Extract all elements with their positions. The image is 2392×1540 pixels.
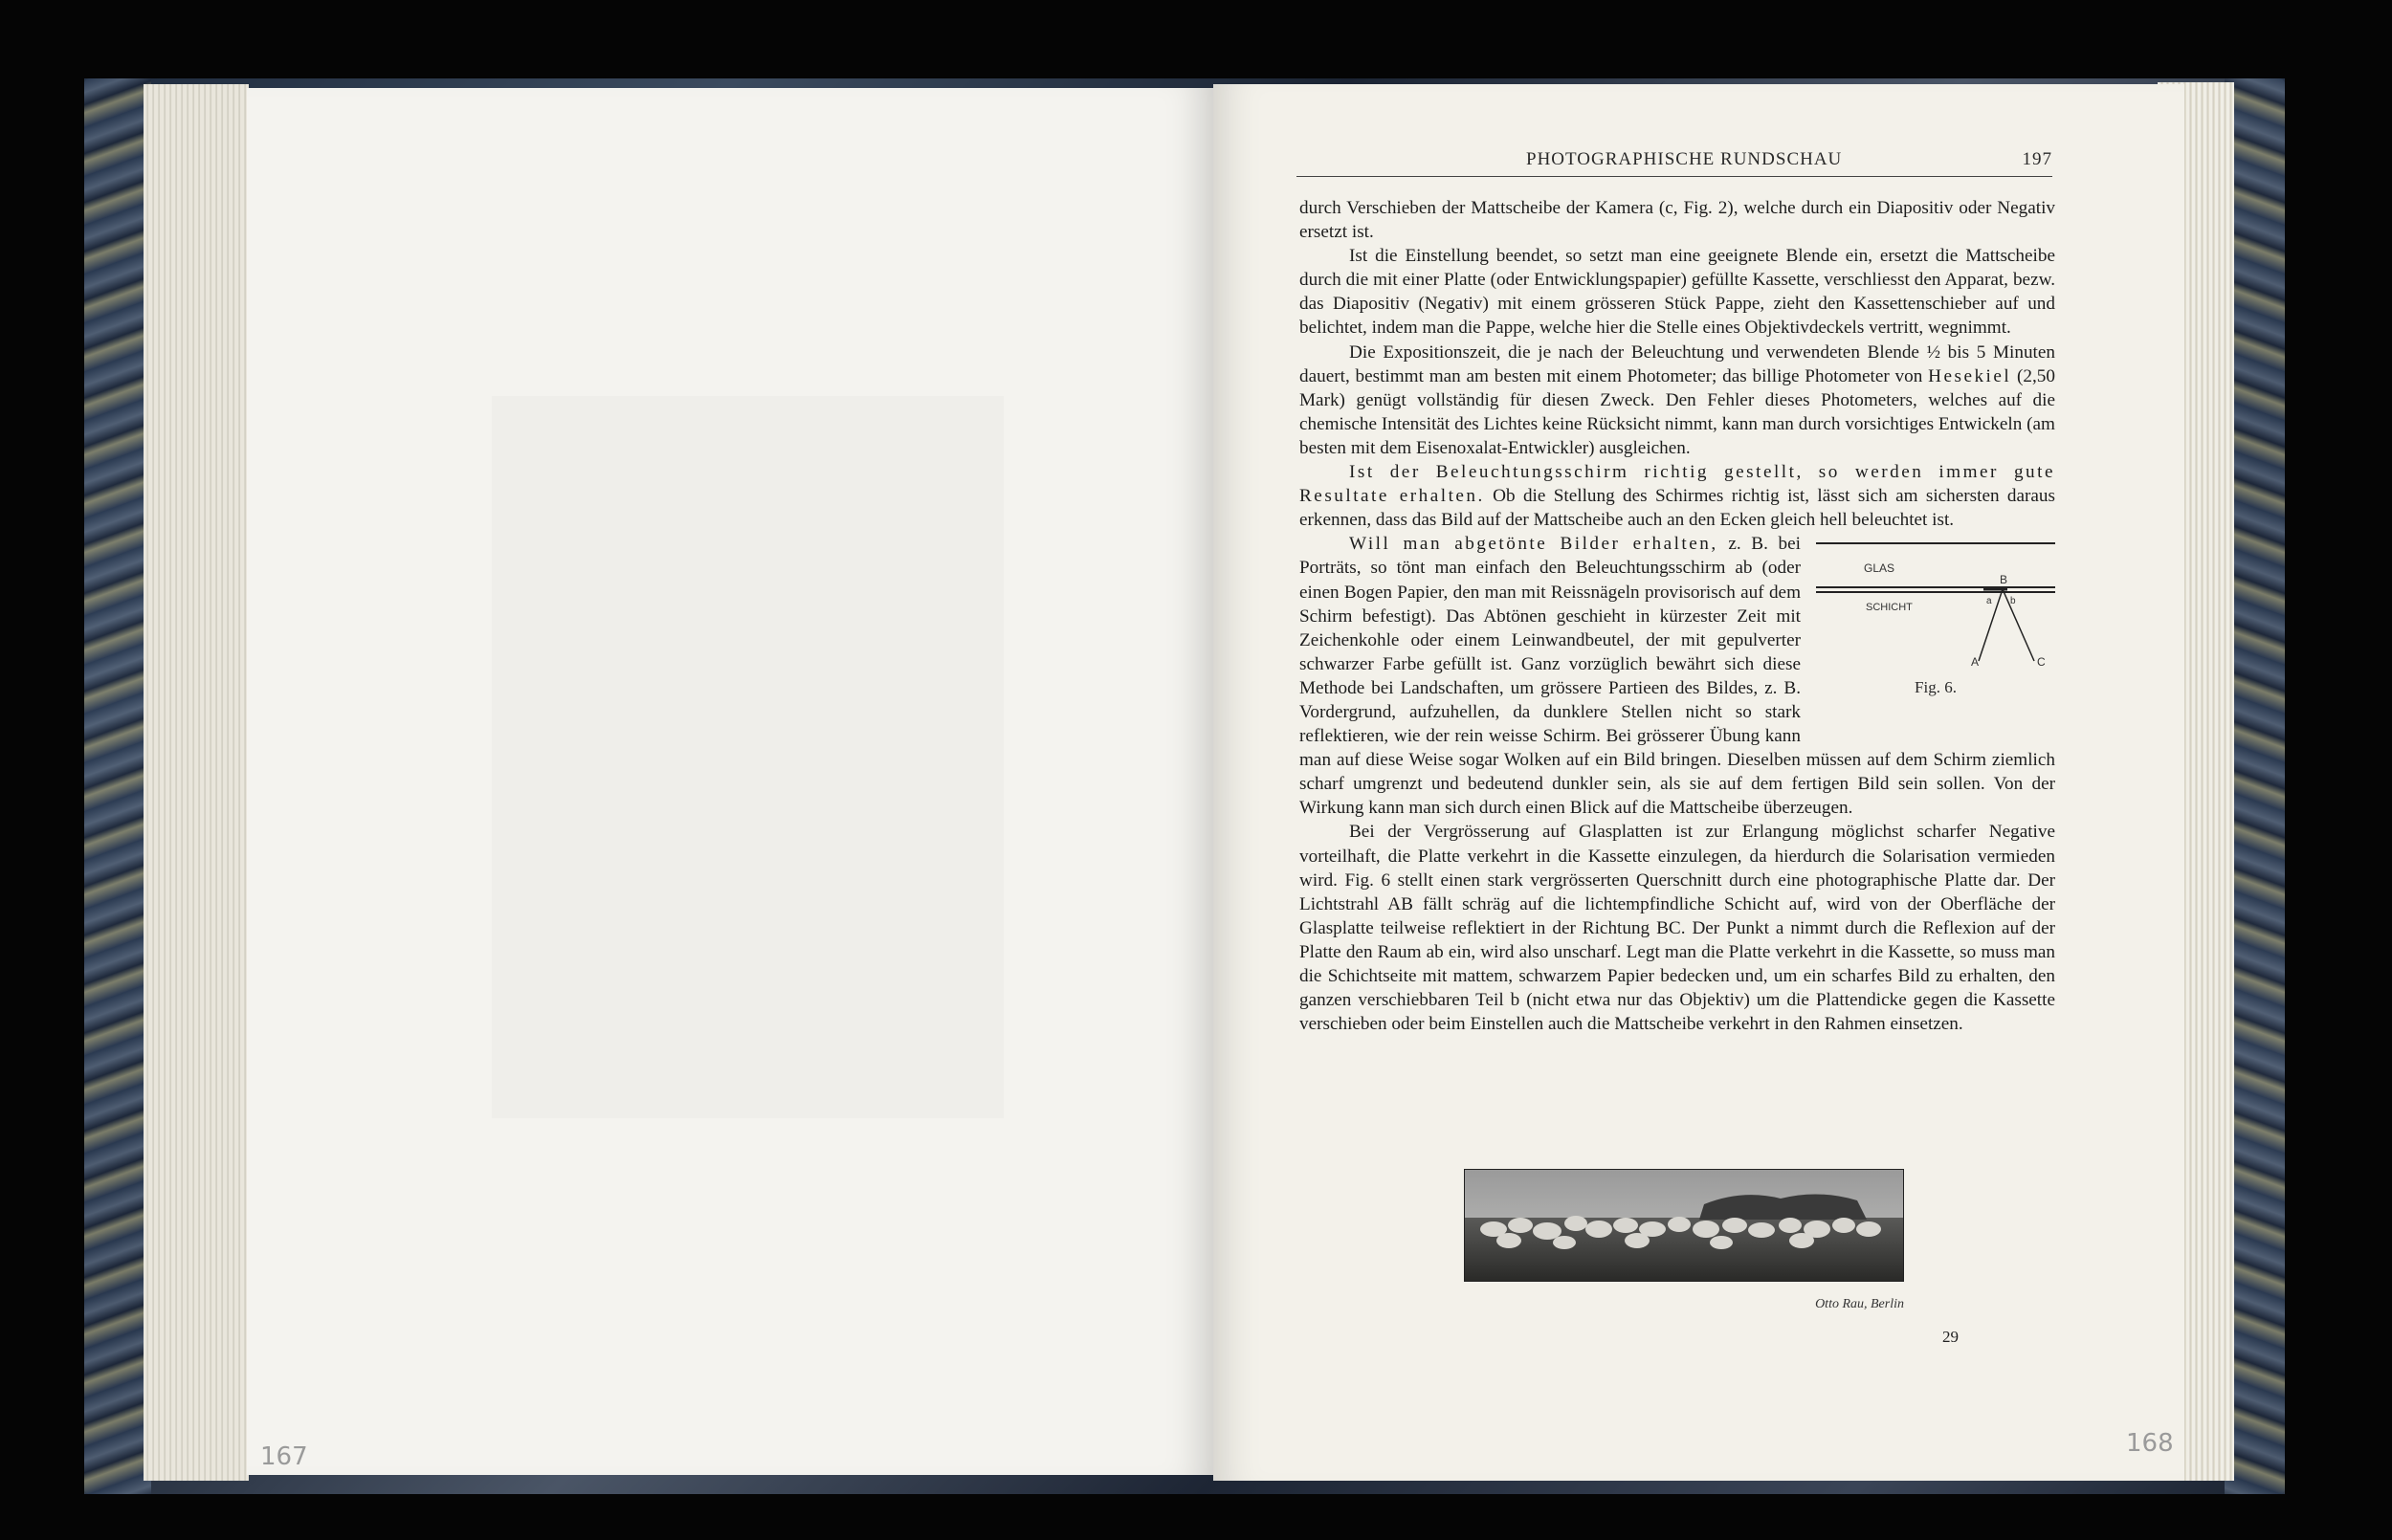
figure-label-schicht: SCHICHT bbox=[1866, 602, 1913, 614]
figure-label-c: C bbox=[2037, 655, 2046, 670]
page-number: 29 bbox=[1942, 1328, 1959, 1346]
figure-6 bbox=[1816, 532, 2055, 721]
figure-6-diagram bbox=[1816, 532, 2055, 675]
running-head bbox=[1296, 147, 2052, 177]
photo-caption: Otto Rau, Berlin bbox=[1815, 1297, 1904, 1311]
paragraph-text: (2,50 Mark) genügt vollständig für diesen Zweck. Den Fehler dieses Photometers, welches auf die chemische Intensität des Lichtes keine Rücksicht nimmt, kann man durch vorsichtiges Entwickeln (am besten mit dem Eisenoxalat-Entwickler) ausgleichen. bbox=[1299, 365, 2055, 458]
marbled-cover-left bbox=[84, 78, 151, 1494]
figure-label-glas: GLAS bbox=[1864, 561, 1895, 576]
figure-label-b: B bbox=[2000, 573, 2008, 587]
paragraph: Bei der Vergrösserung auf Glasplatten ist zur Erlangung möglichst scharfer Negative vorteilhaft, die Platte verkehrt in die Kassette einzulegen, da hierdurch die Solarisation vermieden wird. Fig. 6 stellt einen stark vergrösserten Querschnitt durch eine photographische Platte dar. Der Lichtstrahl AB fällt schräg auf die lichtempfindliche Schicht auf, wird von der Oberfläche der Glasplatte teilweise reflektiert in der Richtung BC. Der Punkt a nimmt durch die Reflexion auf der Platte den Raum ab ein, wird also unscharf. Legt man die Platte verkehrt in die Kassette, so muss man die Schichtseite mit mattem, schwarzem Papier bedecken und, um ein scharfes Bild zu erhalten, den ganzen verschiebbaren Teil b (nicht etwa nur das Objektiv) um die Plattendicke gegen die Kassette verschieben oder beim Einstellen auch die Mattscheibe verkehrt in den Rahmen einsetzen. bbox=[1299, 822, 2055, 1035]
figure-label-b-small: b bbox=[2010, 596, 2016, 607]
paragraph: Ist die Einstellung beendet, so setzt man eine geeignete Blende ein, ersetzt die Mattscheibe durch die mit einer Platte (oder Entwicklungspapier) gefüllte Kassette, verschliesst den Apparat, bezw. das Diapositiv (Negativ) mit einem grösseren Stück Pappe, zieht den Kassettenschieber auf und belichtet, indem man die Pappe, welche hier die Stelle eines Objektivdeckels vertritt, wegnimmt. bbox=[1299, 246, 2055, 339]
running-head-number: 197 bbox=[2022, 149, 2052, 169]
paragraph bbox=[1299, 460, 2055, 532]
sheep-photograph bbox=[1464, 1169, 1904, 1282]
emphasis-text: Ist der Beleuchtungsschirm richtig gestellt, so werden immer gute Resultate erhalten. bbox=[1299, 462, 2055, 507]
paragraph-text: Die Expositionszeit, die je nach der Beleuchtung und verwendeten Blende ½ bis 5 Minuten dauert, bestimmt man am besten mit einem Photometer; das billige Photometer von bbox=[1299, 341, 2055, 386]
emphasis-text: Will man abgetönte Bilder erhalten, bbox=[1349, 534, 1718, 555]
paragraph-text: Ob die Stellung des Schirmes richtig ist, lässt sich am sichersten daraus erkennen, dass das Bild auf der Mattscheibe auch an den Ecken gleich hell beleuchtet ist. bbox=[1299, 486, 2055, 531]
page-edges-left bbox=[144, 84, 249, 1481]
running-head-title: PHOTOGRAPHISCHE RUNDSCHAU bbox=[1526, 149, 1843, 169]
figure-label-a: A bbox=[1971, 655, 1980, 670]
paragraph: durch Verschieben der Mattscheibe der Kamera (c, Fig. 2), welche durch ein Diapositiv oder Negativ ersetzt ist. bbox=[1299, 198, 2055, 243]
article-body bbox=[1299, 196, 2055, 1036]
person-name: Hesekiel bbox=[1928, 365, 2012, 386]
paragraph-text: z. B. bei Porträts, so tönt man einfach den Beleuchtungsschirm ab (oder einen Bogen Papier, den man mit Reissnägeln provisorisch auf dem Schirm befestigt). Das Abtönen geschieht in kürzester Zeit mit Zeichenkohle oder einem Leinwandbeutel, der mit gepulverter schwarzer Farbe gefüllt ist. Ganz vorzüglich bewährt sich diese Methode bei Landschaften, um grössere Partieen des Bildes, z. B. Vordergrund, aufzuhellen, da dunklere Stellen nicht so stark reflektieren, wie der rein weisse Schirm. Bei grösserer Übung kann man auf diese Weise sogar Wolken auf ein Bild bringen. Dieselben müssen auf dem Schirm ziemlich scharf umgrenzt und bedeutend dunkler sein, als sie auf dem fertigen Bild sein sollen. Von der Wirkung kann man sich durch einen Blick auf die Mattscheibe überzeugen. bbox=[1299, 534, 2055, 819]
right-pencil-number: 168 bbox=[2126, 1429, 2174, 1458]
left-pencil-number: 167 bbox=[260, 1442, 308, 1471]
figure-label-a-small: a bbox=[1986, 596, 1992, 607]
sheep-photo-image bbox=[1465, 1170, 1903, 1281]
figure-caption: Fig. 6. bbox=[1915, 678, 1957, 697]
plate-impression bbox=[492, 396, 1004, 1118]
paragraph bbox=[1299, 341, 2055, 460]
